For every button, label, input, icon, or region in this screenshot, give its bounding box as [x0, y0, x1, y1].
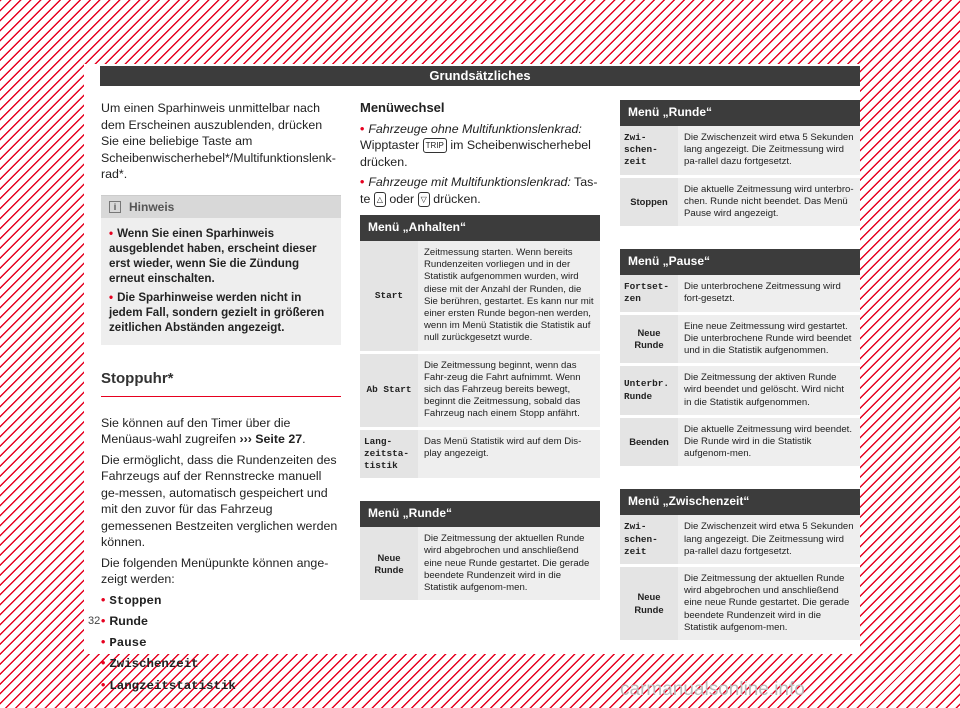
- table-row: Zwi-schen-zeit Die Zwischenzeit wird etwa 5 Sekunden lang angezeigt. Die Zeitmessung wird pa-rallel dazu fortgesetzt.: [620, 126, 860, 178]
- paragraph: Die ermöglicht, dass die Rundenzeiten des Fahrzeugs auf der Rennstrecke manuell ge-messen, automatisch gespeichert und mit den zuvor für das Fahrzeug gemessenen Bestzeiten verglichen werden können.: [101, 452, 338, 549]
- info-icon: i: [109, 201, 121, 213]
- table-row: Neue Runde Die Zeitmessung der aktuellen Runde wird abgebrochen und anschließend eine neue Runde gestartet. Die gerade beendete Rundenzeit wird in die Statistik aufgenom-men.: [620, 567, 860, 643]
- table-row: Neue Runde Eine neue Zeitmessung wird gestartet. Die unterbrochene Runde wird beendet und in die Statistik aufgenommen.: [620, 315, 860, 367]
- bullet-item: • Fahrzeuge ohne Multifunktionslenkrad: Wipptaster TRIP im Scheibenwischerhebel drücken.: [360, 121, 591, 169]
- table-row: Lang-zeitsta-tistik Das Menü Statistik wird auf dem Dis-play angezeigt.: [360, 430, 600, 482]
- watermark: carmanualsonline.info: [620, 679, 805, 700]
- table-title: Menü „Anhalten“: [360, 215, 600, 241]
- table-anhalten: [360, 215, 600, 481]
- table-pause: [620, 249, 860, 469]
- menu-list-item: • Langzeitstatistik: [101, 677, 236, 693]
- arrow-up-icon: △: [374, 192, 386, 207]
- right-column: [620, 100, 860, 643]
- table-row: Unterbr. Runde Die Zeitmessung der aktiven Runde wird beendet und gelöscht. Wird nicht in die Statistik aufgenommen.: [620, 366, 860, 418]
- bullet-item: • Fahrzeuge mit Multifunktionslenkrad: Tas-te △ oder ▽ drücken.: [360, 175, 598, 206]
- page-link[interactable]: ››› Seite 27: [239, 432, 303, 446]
- note-header: [101, 196, 341, 219]
- table-row: Ab Start Die Zeitmessung beginnt, wenn das Fahr-zeug die Fahrt aufnimmt. Wenn sich das Fahrzeug bereits bewegt, beginnt die Zeitmessung, sobald das Fahrzeug nach einem Stopp anfährt.: [360, 354, 600, 430]
- note-item: • Wenn Sie einen Sparhinweis ausgeblendet haben, erscheint dieser erst wieder, wenn Sie die Zündung erneut einschalten.: [109, 227, 317, 285]
- paragraph: Die folgenden Menüpunkte können ange-zeigt werden:: [101, 555, 329, 586]
- menu-list-item: • Runde: [101, 614, 148, 628]
- section-title: Stoppuhr*: [101, 371, 341, 397]
- note-title: Hinweis: [129, 199, 175, 214]
- table-zwischenzeit: [620, 489, 860, 643]
- note-box: [101, 195, 341, 346]
- arrow-down-icon: ▽: [418, 192, 430, 207]
- menu-list-item: • Zwischenzeit: [101, 656, 199, 671]
- subheading: Menüwechsel: [360, 100, 445, 115]
- note-item: • Die Sparhinweise werden nicht in jedem Fall, sondern gezielt in größeren zeitlichen Abständen angezeigt.: [109, 291, 325, 334]
- table-row: Stoppen Die aktuelle Zeitmessung wird unterbro-chen. Runde nicht beendet. Das Menü Pause wird angezeigt.: [620, 178, 860, 230]
- menu-list-item: • Pause: [101, 634, 147, 650]
- table-row: Zwi-schen-zeit Die Zwischenzeit wird etwa 5 Sekunden lang angezeigt. Die Zeitmessung wird pa-rallel dazu fortgesetzt.: [620, 515, 860, 567]
- table-row: Start Zeitmessung starten. Wenn bereits Rundenzeiten vorliegen und in der Statistik aufgenommen wurden, wird diese mit der Anzahl der Runden, die Sie berühren, gestartet. Es kann nur mit einer ersten Runde begon-nen werden, wenn im Menü Statistik die Statistik auf null zurückgesetzt wurde.: [360, 241, 600, 354]
- paragraph: Sie können auf den Timer über die Menüaus-wahl zugreifen ››› Seite 27.: [101, 415, 306, 446]
- page-header: Grundsätzliches: [100, 66, 860, 86]
- note-body: [101, 218, 341, 345]
- intro-text: Um einen Sparhinweis unmittelbar nach dem Erscheinen auszublenden, drücken Sie eine beliebige Taste am Scheibenwischerhebel*/Multifunktionslenk-rad*.: [101, 101, 336, 181]
- table-row: Beenden Die aktuelle Zeitmessung wird beendet. Die Runde wird in die Statistik aufgenom-men.: [620, 418, 860, 470]
- trip-key-icon: TRIP: [423, 138, 447, 153]
- table-title: Menü „Runde“: [620, 100, 860, 126]
- table-runde: [360, 501, 600, 603]
- table-title: Menü „Pause“: [620, 249, 860, 275]
- table-runde-2: [620, 100, 860, 229]
- page-number: 32: [88, 615, 101, 627]
- middle-column: [360, 100, 600, 603]
- table-row: Neue Runde Die Zeitmessung der aktuellen Runde wird abgebrochen und anschließend eine neue Runde gestartet. Die gerade beendete Rundenzeit wird in die Statistik aufgenom-men.: [360, 527, 600, 603]
- table-title: Menü „Zwischenzeit“: [620, 489, 860, 515]
- table-row: Fortset-zen Die unterbrochene Zeitmessung wird fort-gesetzt.: [620, 275, 860, 314]
- left-column: [101, 100, 341, 698]
- table-title: Menü „Runde“: [360, 501, 600, 527]
- menu-list-item: • Stoppen: [101, 592, 162, 608]
